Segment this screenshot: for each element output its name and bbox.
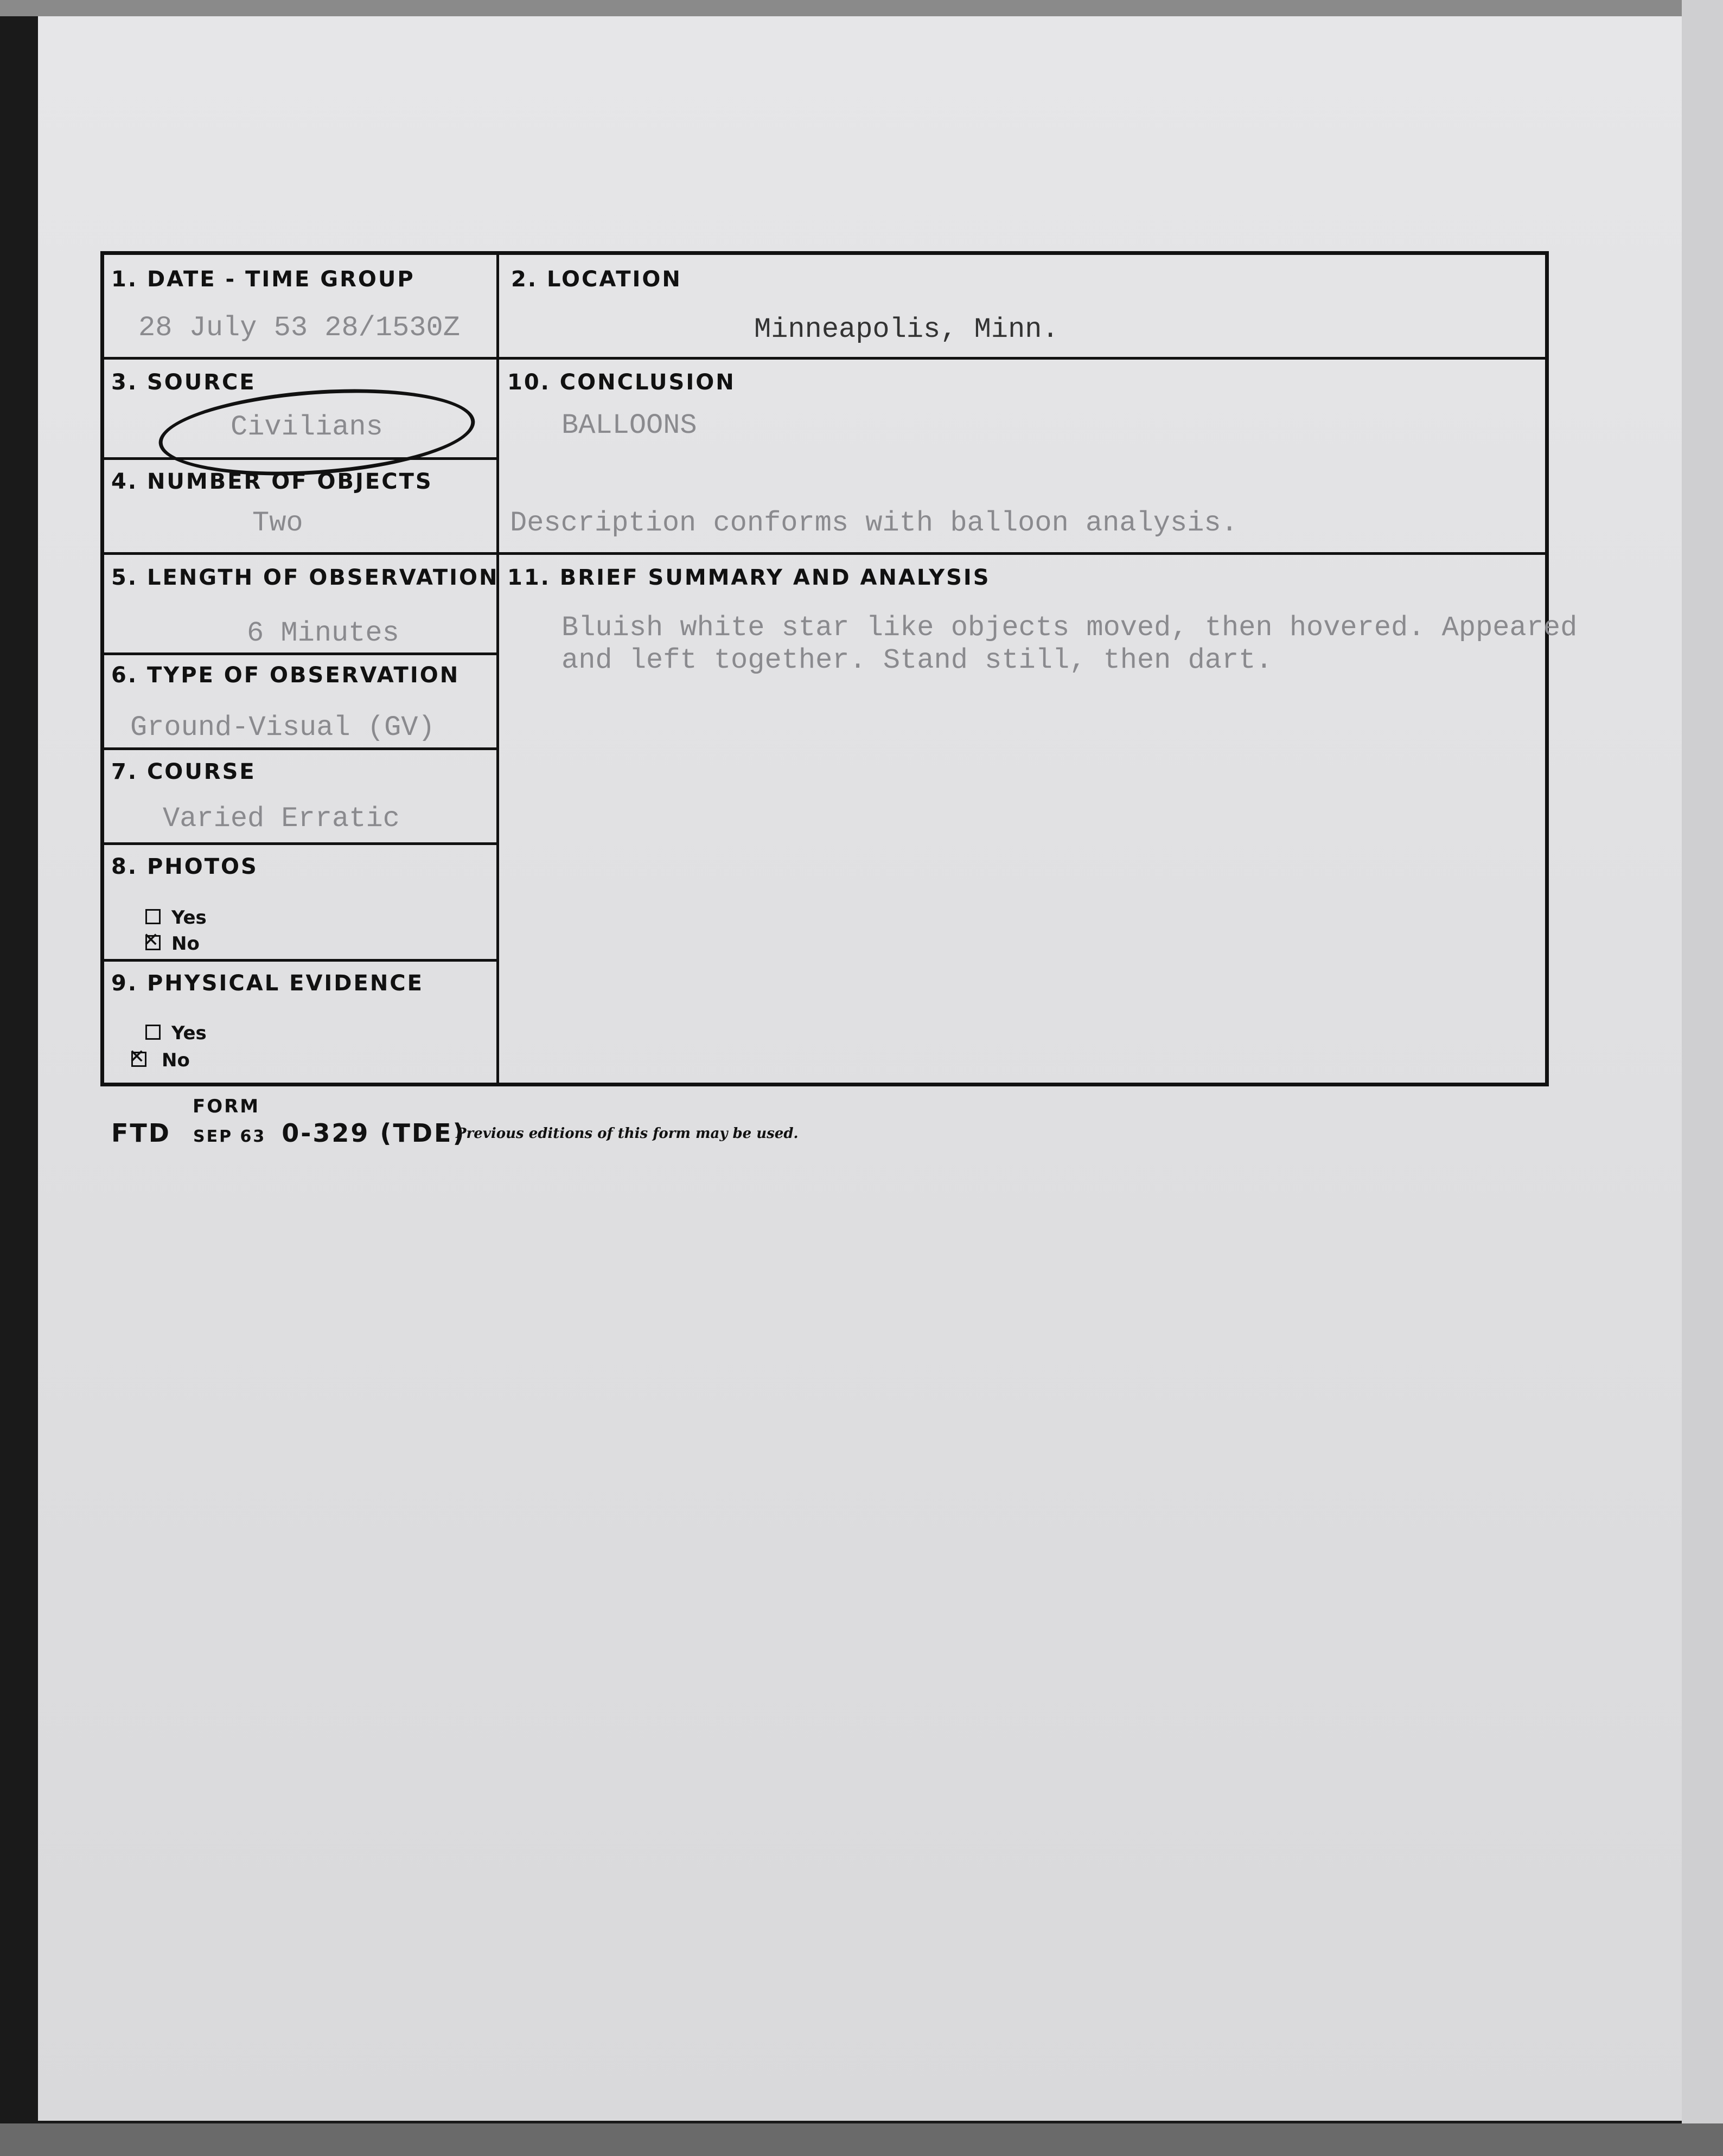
length-observation-label: 5. LENGTH OF OBSERVATION <box>111 565 499 590</box>
evidence-yes-option[interactable]: Yes <box>145 1022 207 1044</box>
footer-ftd: FTD <box>111 1118 171 1148</box>
photos-no-checkbox[interactable] <box>145 935 161 950</box>
photos-yes-option[interactable]: Yes <box>145 907 207 929</box>
source-value: Civilians <box>231 411 383 443</box>
number-objects-label: 4. NUMBER OF OBJECTS <box>111 469 433 494</box>
type-observation-value: Ground-Visual (GV) <box>130 712 435 744</box>
evidence-no-checkbox[interactable] <box>131 1052 146 1067</box>
summary-label: 11. BRIEF SUMMARY AND ANALYSIS <box>507 565 991 590</box>
summary-line-2: and left together. Stand still, then dart. <box>561 644 1273 676</box>
footer-note: Previous editions of this form may be used. <box>456 1125 799 1142</box>
type-observation-label: 6. TYPE OF OBSERVATION <box>111 663 460 688</box>
date-time-label: 1. DATE - TIME GROUP <box>111 267 415 292</box>
footer-form-word: FORM <box>193 1096 260 1117</box>
conclusion-value: BALLOONS <box>561 410 697 442</box>
photos-yes-checkbox[interactable] <box>145 909 161 924</box>
summary-line-1: Bluish white star like objects moved, then hovered. Appeared <box>561 612 1578 644</box>
date-time-value: 28 July 53 28/1530Z <box>138 312 460 344</box>
scan-edge-right <box>1682 0 1723 2156</box>
footer-form-id <box>111 1118 465 1148</box>
course-label: 7. COURSE <box>111 759 256 784</box>
conclusion-label: 10. CONCLUSION <box>507 370 736 395</box>
evidence-yes-checkbox[interactable] <box>145 1025 161 1040</box>
conclusion-detail: Description conforms with balloon analysis. <box>510 507 1238 539</box>
footer-date: SEP 63 <box>193 1127 266 1146</box>
scan-edge-top <box>0 0 1723 16</box>
number-objects-value: Two <box>252 507 303 539</box>
location-label: 2. LOCATION <box>511 267 682 292</box>
photos-no-option[interactable]: ✕No <box>145 933 200 955</box>
length-observation-value: 6 Minutes <box>247 617 399 649</box>
course-value: Varied Erratic <box>163 803 400 835</box>
footer-number: 0-329 (TDE) <box>282 1118 466 1148</box>
source-label: 3. SOURCE <box>111 370 256 395</box>
evidence-no-option[interactable]: ✕No <box>131 1050 190 1071</box>
photos-label: 8. PHOTOS <box>111 854 258 879</box>
location-value: Minneapolis, Minn. <box>754 314 1059 346</box>
scan-edge-bottom <box>0 2123 1723 2156</box>
physical-evidence-label: 9. PHYSICAL EVIDENCE <box>111 971 424 996</box>
